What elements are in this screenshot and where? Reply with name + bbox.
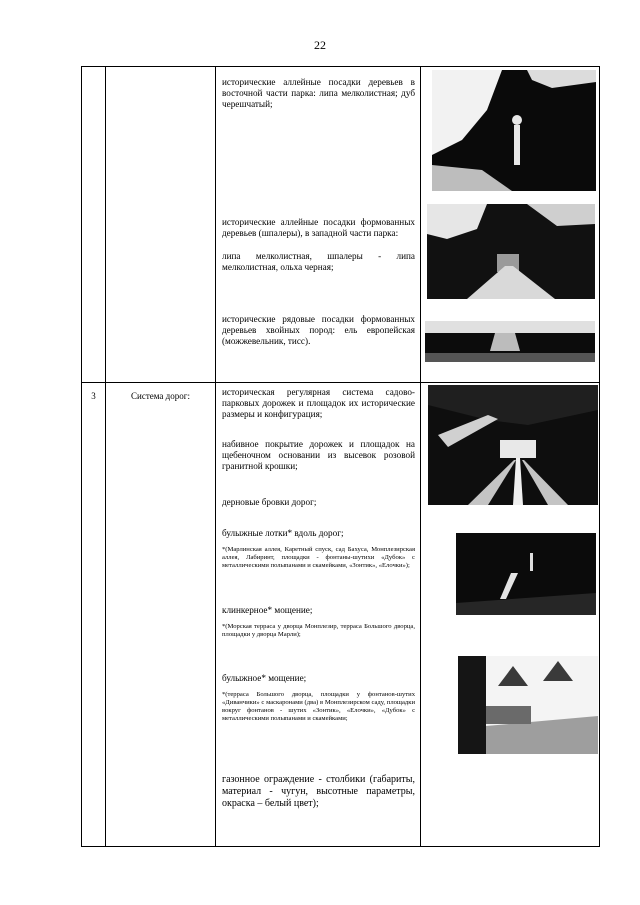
page-number: 22 <box>314 38 326 52</box>
paragraph-alley-west-species: липа мелколистная, шпалеры - липа мелколистная, ольха черная; <box>222 251 415 272</box>
row-name-cell <box>106 67 216 383</box>
description-cell <box>216 67 421 383</box>
photo-conifers <box>425 321 595 362</box>
paragraph-cobble-paving: булыжное* мощение; <box>222 673 307 683</box>
paragraph-conifers: исторические рядовые посадки формованных деревьев хвойных пород: ель европейская (можжевельник, тисс). <box>222 314 415 346</box>
table-row <box>82 67 600 383</box>
paragraph-alley-east: исторические аллейные посадки деревьев в восточной части парка: липа мелколистная; дуб черешчатый; <box>222 77 415 109</box>
table-row <box>82 383 600 847</box>
paragraph-surface: набивное покрытие дорожек и площадок на щебеночном основании из высевок розовой гранитной крошки; <box>222 439 415 471</box>
paragraph-cobble-gutters: булыжные лотки* вдоль дорог; <box>222 528 344 538</box>
row-number-cell <box>82 67 106 383</box>
row-name-cell: Система дорог: <box>106 383 216 847</box>
heritage-table <box>81 66 600 847</box>
description-cell <box>216 383 421 847</box>
photo-cobble-gutters <box>456 533 596 615</box>
photo-cobble-paving <box>458 656 598 754</box>
paragraph-alley-west: исторические аллейные посадки формованных деревьев (шпалеры), в западной части парка: <box>222 217 415 238</box>
photo-west-alley <box>427 204 595 299</box>
paragraph-clinker: клинкерное* мощение; <box>222 605 313 615</box>
photo-east-alley <box>432 70 596 191</box>
photo-cell <box>421 383 600 847</box>
note-cobble-gutters: *(Марлинская аллея, Каретный спуск, сад Бахуса, Монплезирская аллея, Лабиринт, площадки - фонтаны-шутихи «Дубок» с металлическими полыпанами и скамейками, «Зонтик», «Елочки»); <box>222 546 415 569</box>
paragraph-road-system: историческая регулярная система садово-парковых дорожек и площадок их исторические размеры и конфигурация; <box>222 387 415 419</box>
paragraph-lawn-fence: газонное ограждение - столбики (габариты, материал - чугун, высотные параметры, окраска – белый цвет); <box>222 774 415 809</box>
note-clinker: *(Морская терраса у дворца Монплезир, терраса Большого дворца, площадки у дворца Марли); <box>222 623 415 638</box>
note-cobble-paving: *(терраса Большого дворца, площадки у фонтанов-шутих «Диванчики» с маскаронами (два) в Монплезирском саду, площадки вокруг фонтанов - шутих «Зонтик», «Елочки», «Дубок» с металлическими полыпанами и скамейками; <box>222 691 415 722</box>
paragraph-turf-edges: дерновые бровки дорог; <box>222 497 317 507</box>
photo-cell <box>421 67 600 383</box>
row-number-cell: 3 <box>82 383 106 847</box>
photo-road-system <box>428 385 598 505</box>
